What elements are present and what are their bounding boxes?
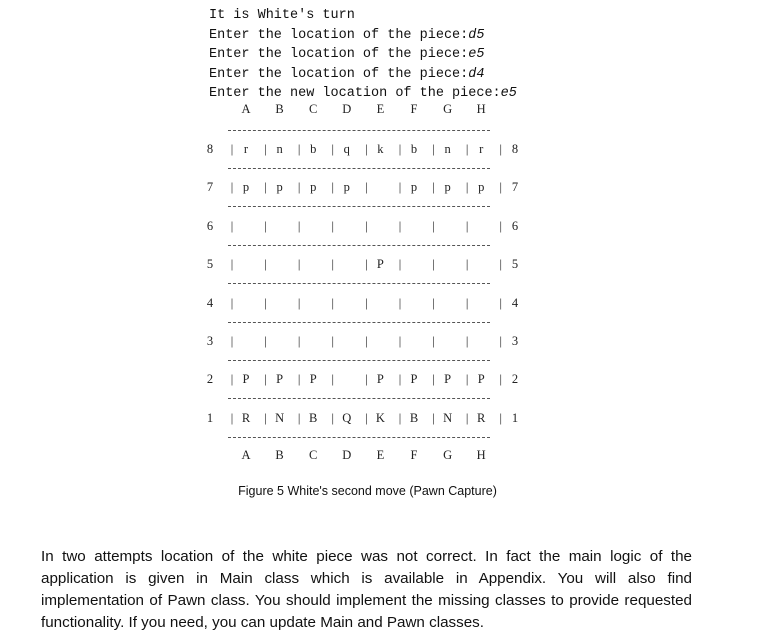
file-label: F [410,448,418,462]
cell-divider: | [398,334,402,348]
board-cell: b [310,142,317,156]
board-cell: p [343,180,350,195]
cell-divider: | [432,218,435,233]
cell-divider: | [398,372,402,387]
cell-divider: | [499,218,503,233]
cell-divider: | [499,410,503,425]
cell-divider: | [297,218,301,233]
board-cell: P [444,372,452,387]
board-divider [228,360,490,361]
board-rank-row [199,296,529,314]
cell-divider: | [432,410,435,425]
cell-divider: | [398,295,402,310]
cell-divider: | [331,372,335,387]
rank-label: 2 [206,372,214,387]
rank-label: 6 [511,218,519,233]
rank-label: 7 [511,180,519,195]
cell-divider: | [297,295,301,310]
file-label: D [342,448,352,462]
cell-divider: | [331,218,335,233]
board-divider [228,245,490,246]
cell-divider: | [264,142,267,156]
board-cell: B [309,410,318,425]
board-cell: P [376,372,384,387]
cell-divider: | [230,218,234,233]
cell-divider: | [230,334,234,348]
cell-divider: | [465,142,469,156]
board-cell: K [375,410,385,425]
rank-label: 3 [511,334,519,348]
cell-divider: | [264,372,267,387]
file-label: G [443,448,453,462]
board-cell: R [241,410,251,425]
body-paragraph: In two attempts location of the white piece was not correct. In fact the main logic of the application is given in Main class which is available in Appendix. You will also find implementation of Pawn class. You should implement the missing classes to provide requested functionality. If you need, you can update Main and Pawn classes. [41,548,692,631]
board-cell: p [444,180,451,195]
cell-divider: | [465,334,469,348]
cell-divider: | [365,257,368,272]
cell-divider: | [398,142,402,156]
board-cell: k [377,142,384,156]
cell-divider: | [264,180,267,195]
board-divider [228,283,490,284]
file-label: A [241,102,251,116]
cell-divider: | [230,372,234,387]
cell-divider: | [365,295,368,310]
file-label: F [410,102,418,116]
board-cell: p [242,180,250,195]
rank-label: 2 [511,372,519,387]
cell-divider: | [465,218,469,233]
cell-divider: | [331,410,335,425]
board-cell: p [276,180,283,195]
board-cell: P [242,372,250,387]
board-divider [228,206,490,207]
board-cell: P [477,372,485,387]
cell-divider: | [499,372,503,387]
board-divider [228,168,490,169]
board-rank-row [199,372,529,390]
cell-divider: | [230,180,234,195]
cell-divider: | [331,334,335,348]
board-cell: r [243,142,249,156]
file-label: A [241,448,251,462]
console-line: Enter the new location of the piece:e5 [209,86,517,101]
cell-divider: | [432,295,435,310]
file-label: C [309,448,318,462]
cell-divider: | [432,142,435,156]
file-label: G [443,102,453,116]
console-line: Enter the location of the piece:e5 [209,47,485,62]
board-divider [228,130,490,131]
rank-label: 8 [206,142,214,156]
console-output [209,6,517,104]
board-cell: n [276,142,283,156]
board-cell: n [444,142,451,156]
cell-divider: | [398,410,402,425]
board-cell: q [343,142,350,156]
cell-divider: | [365,410,368,425]
rank-label: 1 [511,410,519,425]
rank-label: 3 [206,334,214,348]
file-label: E [376,448,385,462]
file-labels-top [199,100,529,122]
board-rank-row [199,334,529,352]
cell-divider: | [499,180,503,195]
console-answer: e5 [500,86,517,101]
board-cell: N [443,410,453,425]
cell-divider: | [230,257,234,272]
cell-divider: | [297,142,301,156]
console-line: Enter the location of the piece:d5 [209,27,485,43]
board-divider [228,398,490,399]
board-cell: P [276,372,284,387]
cell-divider: | [499,295,503,310]
rank-label: 1 [206,410,214,425]
cell-divider: | [432,334,435,348]
board-divider [228,322,490,323]
board-cell: Q [342,410,352,425]
cell-divider: | [264,410,267,425]
console-line: It is White's turn [209,8,355,23]
cell-divider: | [264,295,267,310]
file-label: D [342,102,352,116]
board-cell: r [479,142,484,156]
file-label: B [275,102,284,116]
board-rank-row [199,180,529,198]
cell-divider: | [465,180,469,195]
cell-divider: | [297,372,301,387]
cell-divider: | [331,180,335,195]
file-labels-bottom [199,446,529,468]
cell-divider: | [465,257,469,272]
cell-divider: | [297,410,301,425]
cell-divider: | [398,257,402,272]
rank-label: 7 [206,180,214,195]
board-cell: P [410,372,418,387]
cell-divider: | [432,257,435,272]
cell-divider: | [432,372,435,387]
rank-label: 6 [206,218,214,233]
cell-divider: | [297,180,301,195]
cell-divider: | [331,295,335,310]
cell-divider: | [230,410,234,425]
cell-divider: | [365,334,368,348]
console-answer: e5 [468,47,485,62]
cell-divider: | [365,142,368,156]
cell-divider: | [465,372,469,387]
board-cell: p [478,180,485,195]
file-label: C [309,102,318,116]
cell-divider: | [499,257,503,272]
figure-caption: Figure 5 White's second move (Pawn Capture) [238,484,497,498]
board-cell: P [376,257,384,272]
cell-divider: | [230,295,234,310]
cell-divider: | [365,372,368,387]
cell-divider: | [398,218,402,233]
board-cell: p [310,180,317,195]
cell-divider: | [264,334,267,348]
console-answer: d4 [468,66,485,82]
board-cell: R [477,410,486,425]
board-cell: p [410,180,418,195]
rank-label: 4 [206,295,214,310]
rank-label: 8 [511,142,519,156]
cell-divider: | [365,218,368,233]
board-rank-row [199,411,529,429]
cell-divider: | [297,334,301,348]
board-cell: N [275,410,285,425]
board-rank-row [199,142,529,160]
cell-divider: | [499,142,503,156]
file-label: E [376,102,385,116]
cell-divider: | [365,180,368,195]
board-cell: B [409,410,419,425]
cell-divider: | [297,257,301,272]
cell-divider: | [331,142,335,156]
cell-divider: | [465,410,469,425]
cell-divider: | [331,257,335,272]
cell-divider: | [264,257,267,272]
console-line: Enter the location of the piece:d4 [209,66,485,82]
cell-divider: | [230,142,234,156]
cell-divider: | [499,334,503,348]
cell-divider: | [398,180,402,195]
board-rank-row [199,219,529,237]
board-cell: b [410,142,418,156]
rank-label: 5 [511,257,519,272]
cell-divider: | [264,218,267,233]
file-label: B [275,448,284,462]
board-cell: P [309,372,317,387]
cell-divider: | [465,295,469,310]
file-label: H [476,448,486,462]
console-answer: d5 [468,27,485,43]
cell-divider: | [432,180,435,195]
file-label: H [476,102,486,116]
board-rank-row [199,257,529,275]
rank-label: 5 [206,257,214,272]
board-divider [228,437,490,438]
rank-label: 4 [511,295,519,310]
